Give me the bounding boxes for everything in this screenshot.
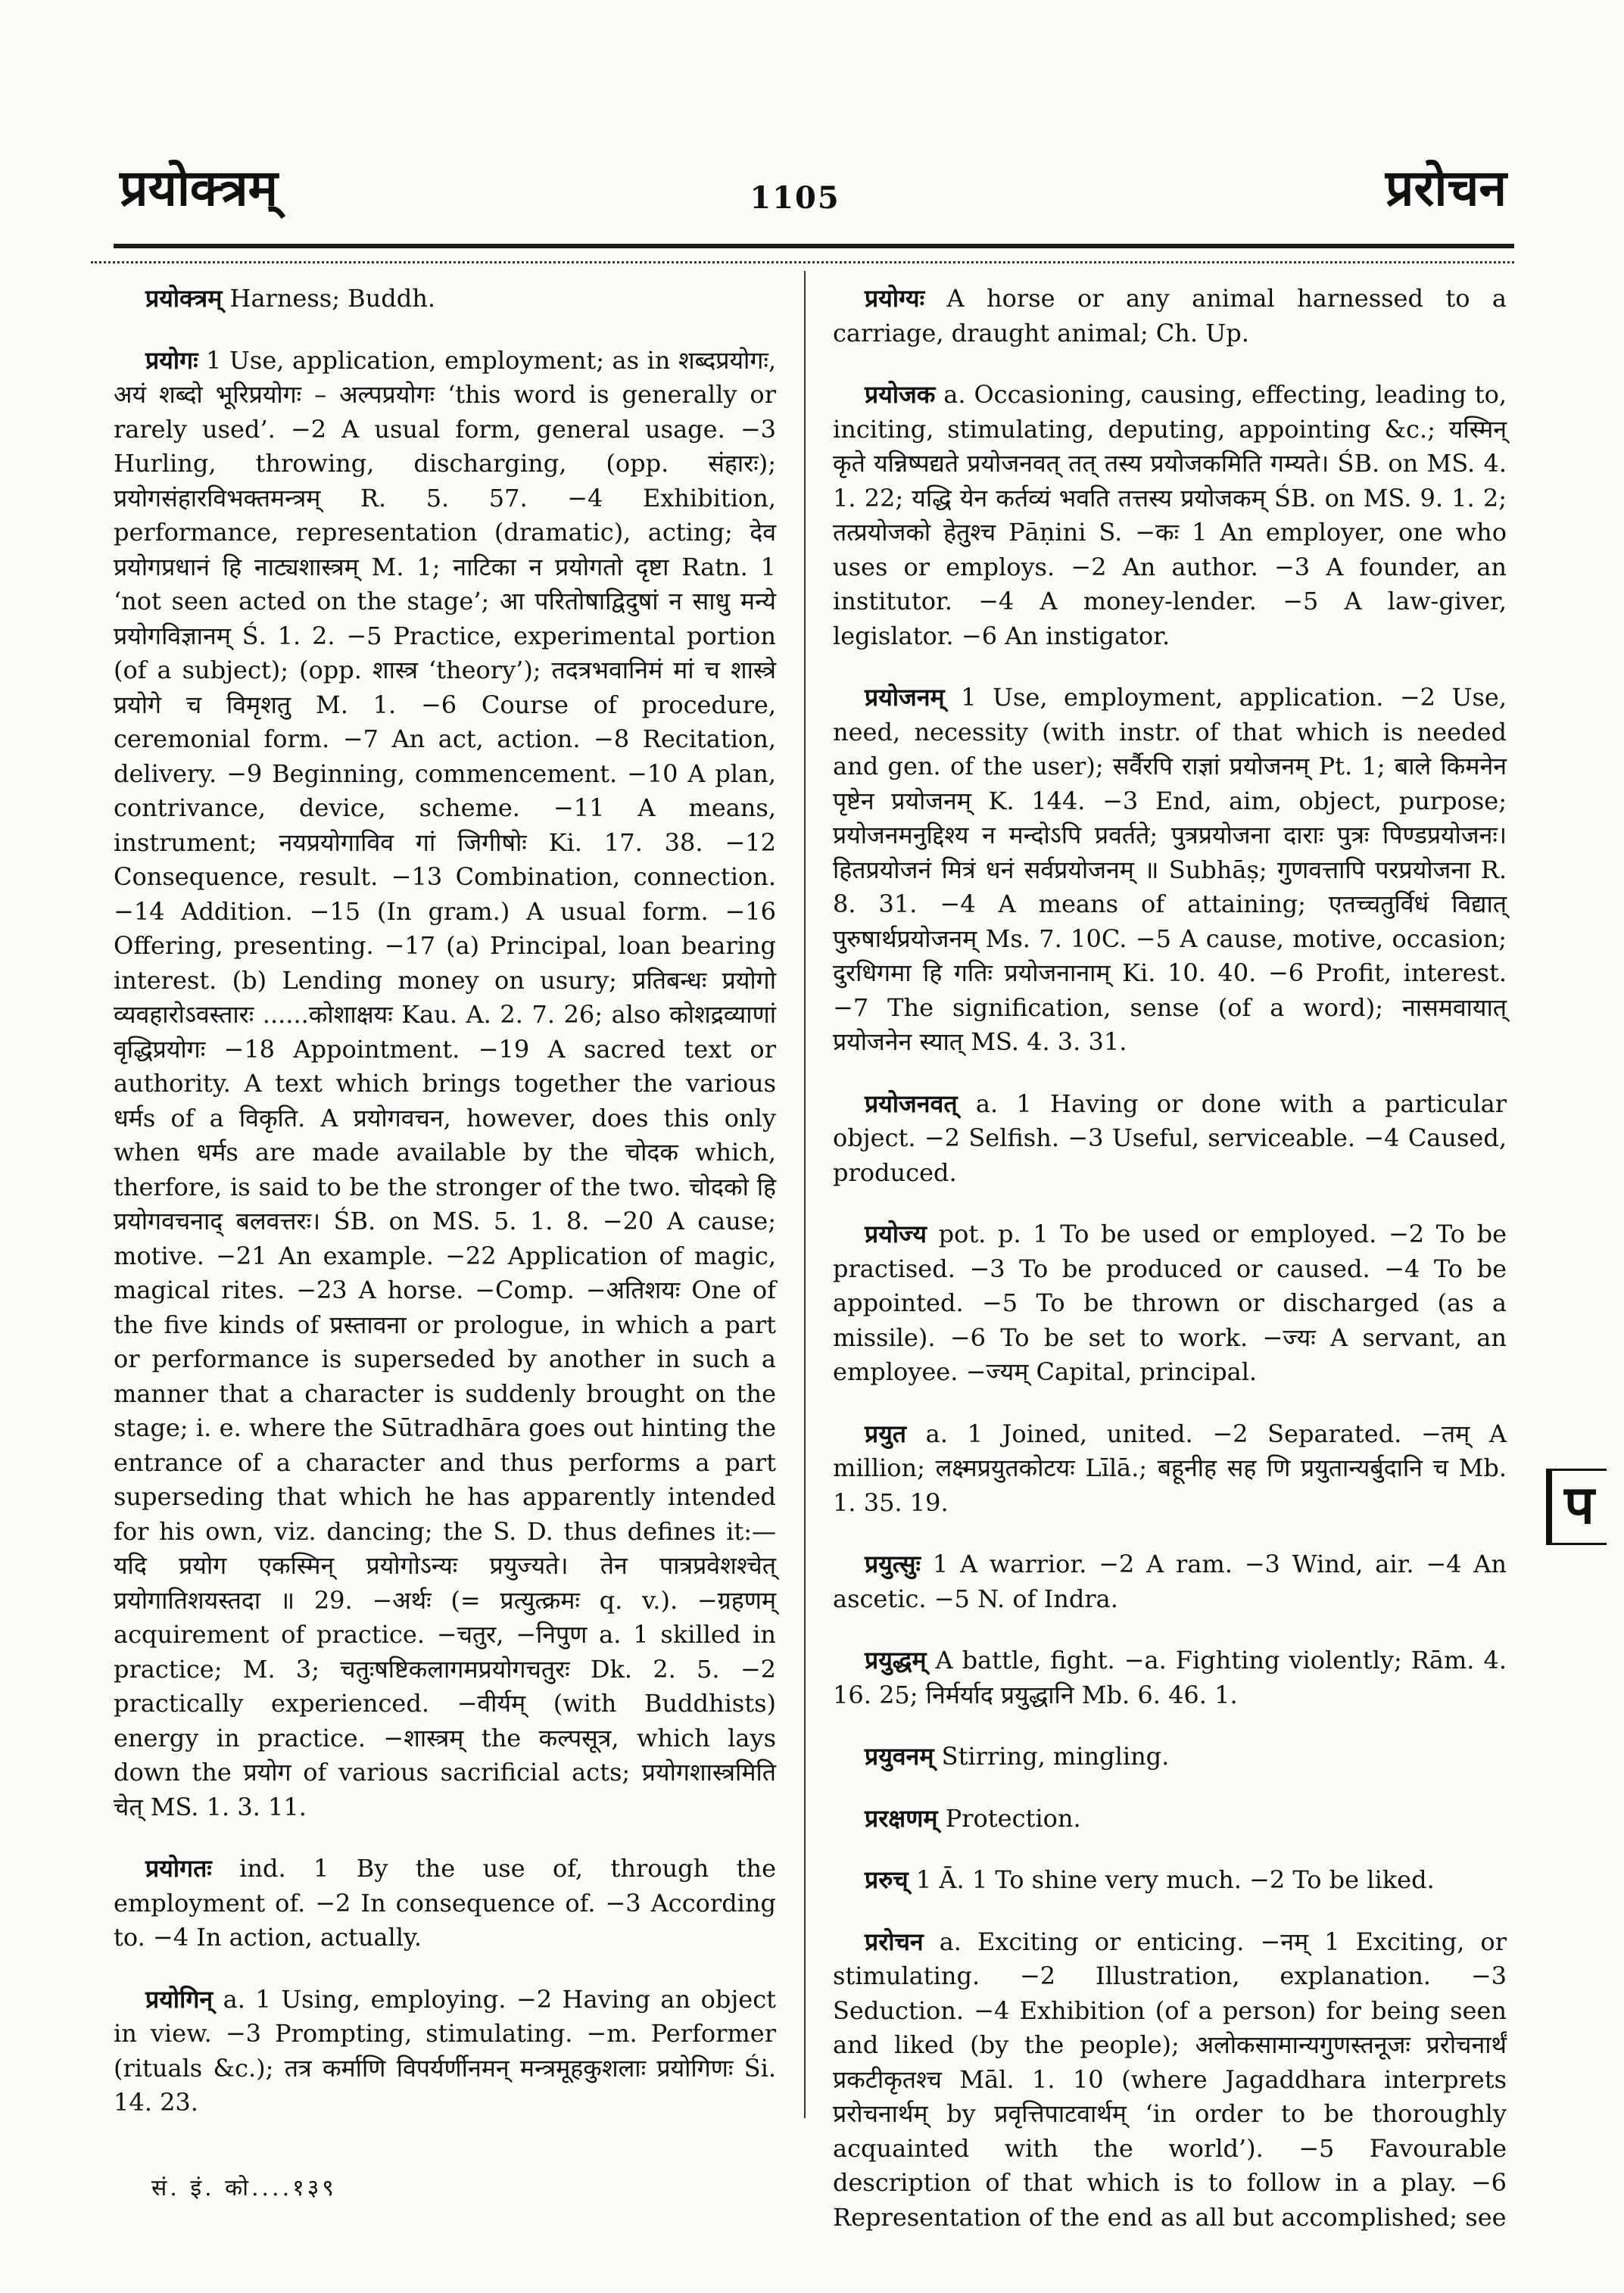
definition: Stirring, mingling. <box>934 1742 1170 1771</box>
dictionary-entry <box>833 1087 1507 1191</box>
headword: प्रयोजक <box>865 380 936 409</box>
dictionary-entry <box>833 1547 1507 1616</box>
guide-word-right: प्ररोचन <box>1385 158 1507 217</box>
dictionary-entry <box>114 1983 776 2120</box>
definition: Harness; Buddh. <box>222 284 436 313</box>
headword: प्ररक्षणम् <box>865 1803 938 1833</box>
dictionary-entry <box>833 1925 1507 2235</box>
dictionary-entry <box>833 282 1507 350</box>
headword: प्रयोगिन् <box>145 1984 214 2014</box>
page-header <box>0 0 1624 257</box>
definition: A horse or any animal harnessed to a carriage, draught animal; Ch. Up. <box>833 284 1507 347</box>
headword: प्रयुवनम् <box>865 1742 934 1771</box>
dictionary-entry <box>833 1217 1507 1390</box>
definition: a. Occasioning, causing, effecting, leading to, inciting, stimulating, deputing, appointing &c.; यस्मिन् कृते यन्निष्पद्यते प्रयोजनवत् तत् तस्य प्रयोजकमिति गम्यते। ŚB. on MS. 4. 1. 22; यद्धि येन कर्तव्यं भवति तत्तस्य प्रयोजकम् ŚB. on MS. 9. 1. 2; तत्प्रयोजको हेतुश्च Pāṇini S. −कः 1 An employer, one who uses or employs. −2 An author. −3 A founder, an institutor. −4 A money-lender. −5 A law-giver, legislator. −6 An instigator. <box>833 380 1507 650</box>
dictionary-entry <box>833 378 1507 653</box>
dictionary-entry <box>833 681 1507 1060</box>
header-rule <box>114 244 1514 248</box>
headword: प्रयोगतः <box>145 1854 212 1883</box>
definition: a. 1 Having or done with a particular object. −2 Selfish. −3 Useful, serviceable. −4 Caused, produced. <box>833 1089 1507 1187</box>
headword: प्रयुत्सुः <box>865 1550 921 1578</box>
dictionary-entry <box>833 1863 1507 1898</box>
dictionary-entry <box>114 344 776 1825</box>
definition: 1 Ā. 1 To shine very much. −2 To be liked. <box>908 1865 1435 1894</box>
headword: प्रयोजनवत् <box>865 1089 958 1118</box>
headword: प्रयोज्य <box>865 1220 927 1248</box>
definition: A battle, fight. −a. Fighting violently; Rām. 4. 16. 25; निर्मर्याद प्रयुद्धानि Mb. 6. 46. 1. <box>833 1646 1507 1709</box>
left-column <box>114 282 776 2148</box>
dictionary-entry <box>833 1802 1507 1837</box>
headword: प्रयोक्त्रम् <box>145 284 223 313</box>
headword: प्रयोगः <box>145 345 198 375</box>
dictionary-entry <box>833 1417 1507 1521</box>
headword: प्ररुच् <box>865 1865 909 1894</box>
definition: a. Exciting or enticing. −नम् 1 Exciting, or stimulating. −2 Illustration, explanation. −3 Seduction. −4 Exhibition (of a person) for being seen and liked (by the people); अलोकसामान्यगुणस्तनूजः प्ररोचनार्थं प्रकटीकृतश्च Māl. 1. 10 (where Jagaddhara interprets प्ररोचनार्थम् by प्रवृत्तिपाटवार्थम् ‘in order to be thoroughly acquainted with the world’). −5 Favourable description of that which is to follow in a play. −6 Representation of the end as all but accomplished; see <box>833 1927 1507 2232</box>
definition: ind. 1 By the use of, through the employment of. −2 In consequence of. −3 According to. −4 In action, actually. <box>114 1854 776 1952</box>
definition: 1 Use, employment, application. −2 Use, need, necessity (with instr. of that which is needed and gen. of the user); सर्वैरपि राज्ञां प्रयोजनम् Pt. 1; बाले किमनेन पृष्टेन प्रयोजनम् K. 144. −3 End, aim, object, purpose; प्रयोजनमनुद्दिश्य न मन्दोऽपि प्रवर्तते; पुत्रप्रयोजना दाराः पुत्रः पिण्डप्रयोजनः। हितप्रयोजनं मित्रं धनं सर्वप्रयोजनम् ॥ Subhāṣ; गुणवत्तापि परप्रयोजना R. 8. 31. −4 A means of attaining; एतच्चतुर्विधं विद्यात् पुरुषार्थप्रयोजनम् Ms. 7. 10C. −5 A cause, motive, occasion; दुरधिगमा हि गतिः प्रयोजनानाम् Ki. 10. 40. −6 Profit, interest. −7 The signification, sense (of a word); नासमवायात् प्रयोजनेन स्यात् MS. 4. 3. 31. <box>833 683 1507 1056</box>
thumb-index-tab: प <box>1546 1469 1607 1545</box>
definition: Protection. <box>937 1803 1081 1833</box>
definition: a. 1 Joined, united. −2 Separated. −तम् A million; लक्ष्मप्रयुतकोटयः Līlā.; बहूनीह सह णि प्रयुतान्यर्बुदानि च Mb. 1. 35. 19. <box>833 1419 1507 1517</box>
dictionary-entry <box>833 1643 1507 1712</box>
definition: pot. p. 1 To be used or employed. −2 To be practised. −3 To be produced or caused. −4 To be appointed. −5 To be thrown or discharged (as a missile). −6 To be set to work. −ज्यः A servant, an employee. −ज्यम् Capital, principal. <box>833 1220 1507 1386</box>
dictionary-entry <box>114 1852 776 1955</box>
headword: प्रयुद्धम् <box>865 1646 927 1675</box>
signature-footer: सं. इं. को....१३९ <box>151 2175 337 2201</box>
definition: 1 A warrior. −2 A ram. −3 Wind, air. −4 An ascetic. −5 N. of Indra. <box>833 1550 1507 1613</box>
right-column <box>833 282 1507 2262</box>
dictionary-entry <box>114 282 776 316</box>
definition: 1 Use, application, employment; as in शब्दप्रयोगः, अयं शब्दो भूरिप्रयोगः – अल्पप्रयोगः ‘this word is generally or rarely used’. −2 A usual form, general usage. −3 Hurling, throwing, discharging, (opp. संहारः); प्रयोगसंहारविभक्तमन्त्रम् R. 5. 57. −4 Exhibition, performance, representation (dramatic), acting; देव प्रयोगप्रधानं हि नाट्यशास्त्रम् M. 1; नाटिका न प्रयोगतो दृष्टा Ratn. 1 ‘not seen acted on the stage’; आ परितोषाद्विदुषां न साधु मन्ये प्रयोगविज्ञानम् Ś. 1. 2. −5 Practice, experimental portion (of a subject); (opp. शास्त्र ‘theory’); तदत्रभवानिमं मां च शास्त्रे प्रयोगे च विमृशतु M. 1. −6 Course of procedure, ceremonial form. −7 An act, action. −8 Recitation, delivery. −9 Beginning, commencement. −10 A plan, contrivance, device, scheme. −11 A means, instrument; नयप्रयोगाविव गां जिगीषोः Ki. 17. 38. −12 Consequence, result. −13 Combination, connection. −14 Addition. −15 (In gram.) A usual form. −16 Offering, presenting. −17 (a) Principal, loan bearing interest. (b) Lending money on usury; प्रतिबन्धः प्रयोगो व्यवहारोऽवस्तारः ......कोशाक्षयः Kau. A. 2. 7. 26; also कोशद्रव्याणां वृद्धिप्रयोगः −18 Appointment. −19 A sacred text or authority. A text which brings together the various धर्मs of a विकृति. A प्रयोगवचन, however, does this only when धर्मs are made available by the चोदक which, therfore, is said to be the stronger of the two. चोदको हि प्रयोगवचनाद् बलवत्तरः। ŚB. on MS. 5. 1. 8. −20 A cause; motive. −21 An example. −22 Application of magic, magical rites. −23 A horse. −Comp. −अतिशयः One of the five kinds of प्रस्तावना or prologue, in which a part or performance is superseded by another in such a manner that a character is suddenly brought on the stage; i. e. where the Sūtradhāra goes out hinting the entrance of a character and thus performs a part superseding that which he has apparently intended for his own, viz. dancing; the S. D. thus defines it:—यदि प्रयोग एकस्मिन् प्रयोगोऽन्यः प्रयुज्यते। तेन पात्रप्रवेशश्चेत् प्रयोगातिशयस्तदा ॥ 29. −अर्थः (= प्रत्युत्क्रमः q. v.). −ग्रहणम् acquirement of practice. −चतुर, −निपुण a. 1 skilled in practice; M. 3; चतुःषष्टिकलागमप्रयोगचतुरः Dk. 2. 5. −2 practically experienced. −वीर्यम् (with Buddhists) energy in practice. −शास्त्रम् the कल्पसूत्र, which lays down the प्रयोग of various sacrificial acts; प्रयोगशास्त्रमिति चेत् MS. 1. 3. 11. <box>114 345 776 1821</box>
headword: प्रयोजनम् <box>865 683 945 712</box>
header-dotted-rule <box>91 261 1514 263</box>
headword: प्रयोग्यः <box>865 284 925 313</box>
headword: प्ररोचन <box>865 1927 924 1956</box>
headword: प्रयुत <box>865 1419 907 1448</box>
definition: a. 1 Using, employing. −2 Having an object in view. −3 Prompting, stimulating. −m. Performer (rituals &c.); तत्र कर्माणि विपर्यर्णीनमन् मन्त्रमूहकुशलाः प्रयोगिणः Śi. 14. 23. <box>114 1984 776 2117</box>
column-divider <box>804 271 806 2118</box>
dictionary-entry <box>833 1740 1507 1774</box>
page-number: 1105 <box>750 180 840 216</box>
guide-word-left: प्रयोक्त्रम् <box>120 158 279 217</box>
